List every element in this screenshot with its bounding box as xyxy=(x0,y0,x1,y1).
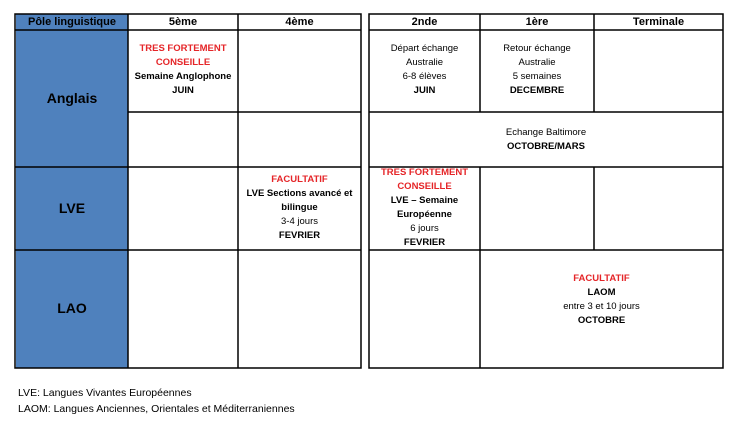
cell-line: TRES FORTEMENT xyxy=(380,167,469,178)
cell-line: DECEMBRE xyxy=(509,85,565,96)
cell-line: LVE Sections avancé et xyxy=(246,188,353,199)
cell-line: Européenne xyxy=(397,209,452,220)
header-1ere: 1ère xyxy=(525,16,549,28)
cell-line: LAOM xyxy=(587,287,616,298)
row-label-lao: LAO xyxy=(57,300,87,316)
cell-line: FACULTATIF xyxy=(271,174,328,185)
cell-line: Echange Baltimore xyxy=(505,127,587,138)
cell-line: 6 jours xyxy=(410,223,439,234)
cell-line: 5 semaines xyxy=(512,71,562,82)
cell-line: entre 3 et 10 jours xyxy=(563,301,640,312)
header-terminale: Terminale xyxy=(632,16,685,28)
cell-lao-1ere-terminale xyxy=(480,272,723,328)
header-4eme: 4ème xyxy=(285,16,314,28)
cell-line: Semaine Anglophone xyxy=(134,71,232,82)
cell-line: TRES FORTEMENT xyxy=(139,43,227,54)
cell-anglais-5eme xyxy=(128,42,238,98)
cell-line: FACULTATIF xyxy=(573,273,630,284)
cell-lve-4eme xyxy=(238,173,361,243)
legend-lve: LVE: Langues Vivantes Européennes xyxy=(18,387,192,399)
cell-line: CONSEILLE xyxy=(155,57,211,68)
cell-line: 6-8 élèves xyxy=(402,71,447,82)
header-2nde: 2nde xyxy=(411,16,438,28)
cell-line: JUIN xyxy=(172,85,194,96)
cell-line: bilingue xyxy=(281,202,318,213)
cell-line: CONSEILLE xyxy=(397,181,452,192)
cell-line: FEVRIER xyxy=(403,237,446,248)
header-5eme: 5ème xyxy=(168,16,198,28)
cell-anglais-2nde xyxy=(369,42,480,98)
cell-line: OCTOBRE xyxy=(577,315,626,326)
row-label-lve: LVE xyxy=(58,200,86,216)
cell-line: Australie xyxy=(518,57,556,68)
header-pole-linguistique: Pôle linguistique xyxy=(27,16,116,28)
cell-lve-2nde xyxy=(369,166,480,250)
cell-echange-baltimore xyxy=(369,126,723,154)
legend-laom: LAOM: Langues Anciennes, Orientales et Méditerraniennes xyxy=(18,403,295,415)
cell-line: Retour échange xyxy=(503,43,571,54)
cell-line: FEVRIER xyxy=(278,230,321,241)
cell-anglais-1ere xyxy=(480,42,594,98)
cell-line: Départ échange xyxy=(390,43,459,54)
row-label-anglais: Anglais xyxy=(46,90,98,106)
cell-line: LVE – Semaine xyxy=(390,195,459,206)
cell-line: JUIN xyxy=(413,85,436,96)
cell-line: Australie xyxy=(406,57,443,68)
cell-line: 3-4 jours xyxy=(281,216,318,227)
cell-line: OCTOBRE/MARS xyxy=(507,141,585,152)
